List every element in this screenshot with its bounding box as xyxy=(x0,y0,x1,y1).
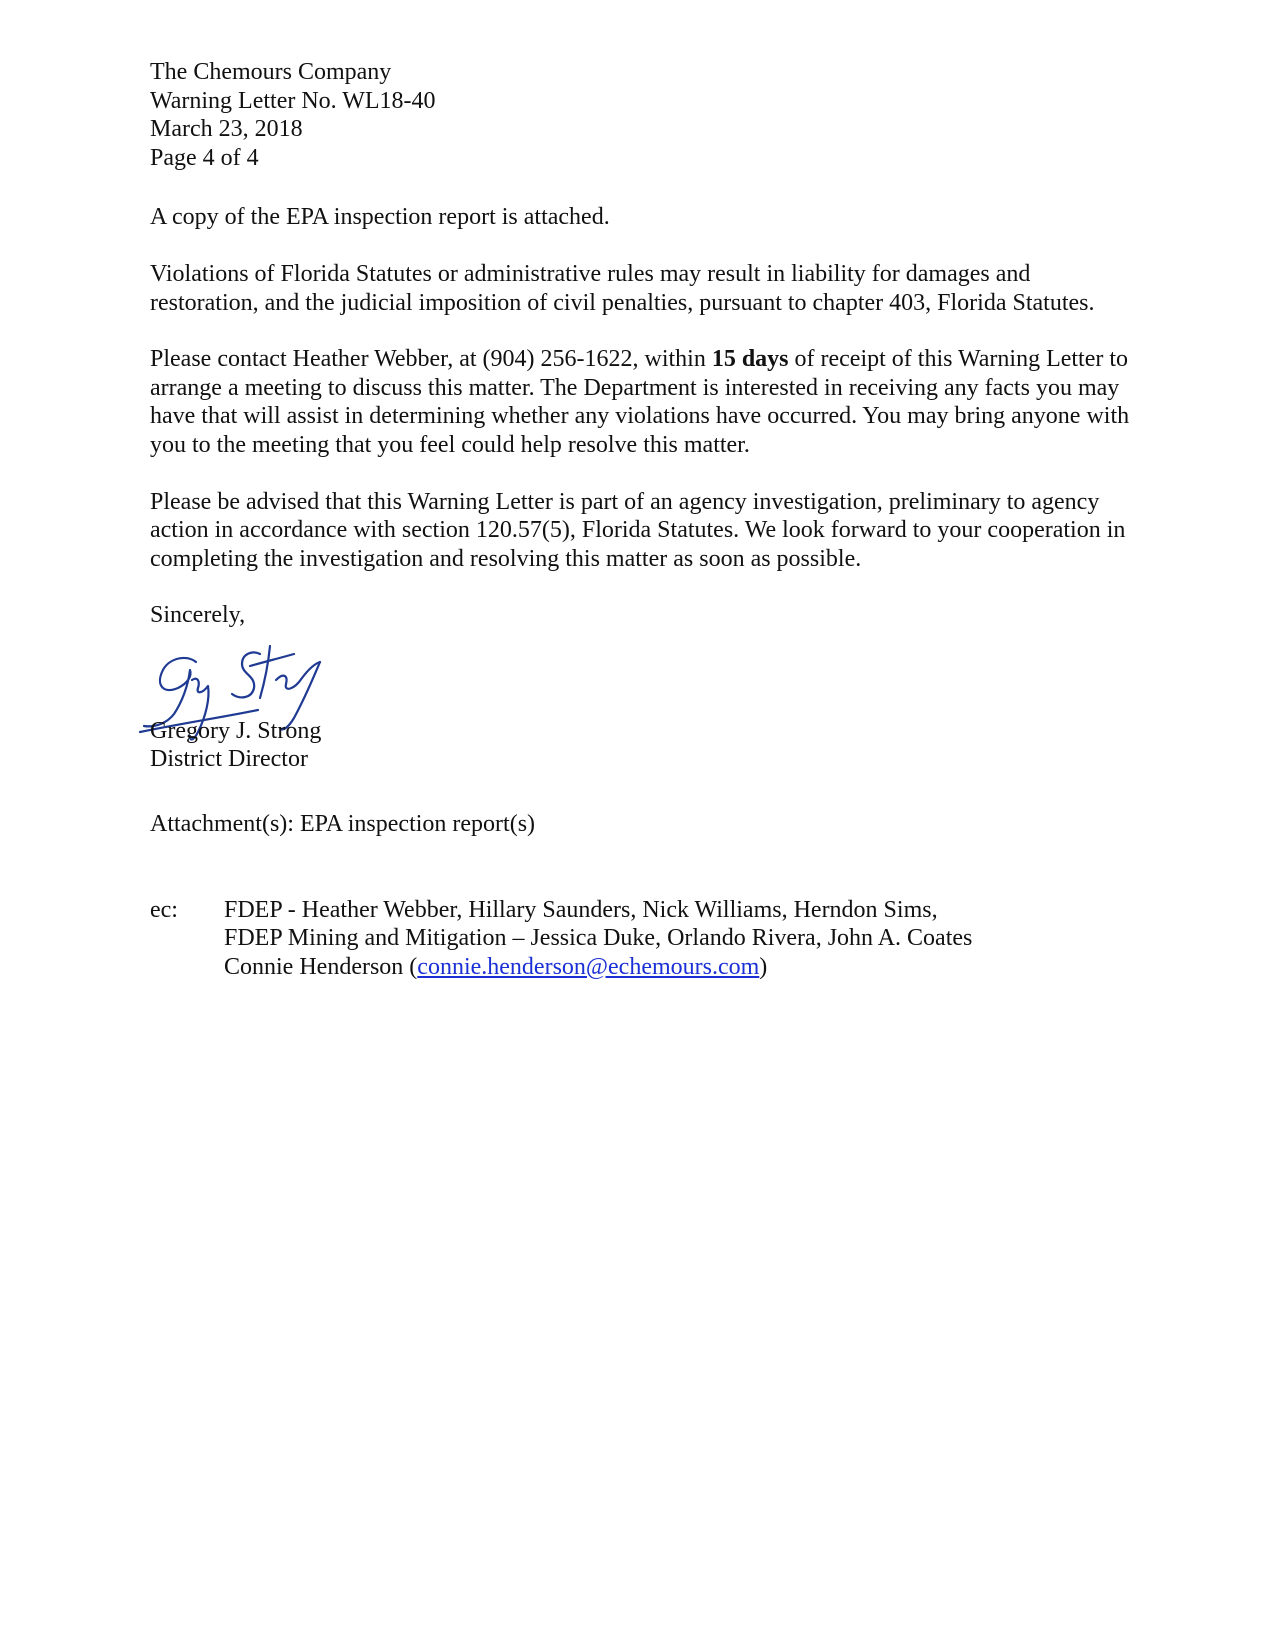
ec-recipients xyxy=(224,896,1124,982)
letter-header xyxy=(150,58,1130,172)
contact-text-start: Please contact Heather Webber, at (904) 256-1622, within xyxy=(150,346,712,373)
ec-recipient-close-paren: ) xyxy=(759,953,768,980)
header-page-number: Page 4 of 4 xyxy=(150,144,259,171)
paragraph-investigation: Please be advised that this Warning Letter is part of an agency investigation, preliminary to agency action in accordance with section 120.57(5), Florida Statutes. We look forward to your cooperation in completing the investigation and resolving this matter as soon as possible. xyxy=(150,488,1126,572)
ec-recipient-name: Connie Henderson ( xyxy=(224,953,418,980)
email-link[interactable]: connie.henderson@echemours.com xyxy=(417,953,760,980)
ec-label: ec: xyxy=(150,896,178,923)
signature-block xyxy=(150,630,1130,784)
contact-text-end: of receipt of this Warning Letter to arrange a meeting to discuss this matter. The Department is interested in receiving any facts you may have that will assist in determining whether any violations have occurred. You may bring anyone with you to the meeting that you feel could help resolve this matter. xyxy=(150,346,1130,458)
paragraph-attachment-note: A copy of the EPA inspection report is attached. xyxy=(150,204,610,231)
ec-recipient-line-1: FDEP - Heather Webber, Hillary Saunders, Nick Williams, Herndon Sims, xyxy=(224,896,938,923)
deadline-bold: 15 days xyxy=(711,346,789,373)
attachment-line: Attachment(s): EPA inspection report(s) xyxy=(150,810,536,837)
paragraph-violations: Violations of Florida Statutes or administrative rules may result in liability for damages and restoration, and the judicial imposition of civil penalties, pursuant to chapter 403, Florida Statutes. xyxy=(150,260,1095,316)
paragraph-contact xyxy=(150,345,1130,459)
letter-content xyxy=(150,58,1130,986)
ec-recipient-line-3 xyxy=(224,953,1124,982)
header-letter-number: Warning Letter No. WL18-40 xyxy=(150,87,436,114)
closing-salutation: Sincerely, xyxy=(150,602,246,629)
header-company: The Chemours Company xyxy=(150,59,392,85)
header-date: March 23, 2018 xyxy=(150,116,303,143)
ec-recipient-line-2: FDEP Mining and Mitigation – Jessica Duke, Orlando Rivera, John A. Coates xyxy=(224,925,973,952)
signer-name: Gregory J. Strong xyxy=(150,717,322,744)
ec-block xyxy=(150,896,1130,986)
signer-title: District Director xyxy=(150,745,308,772)
